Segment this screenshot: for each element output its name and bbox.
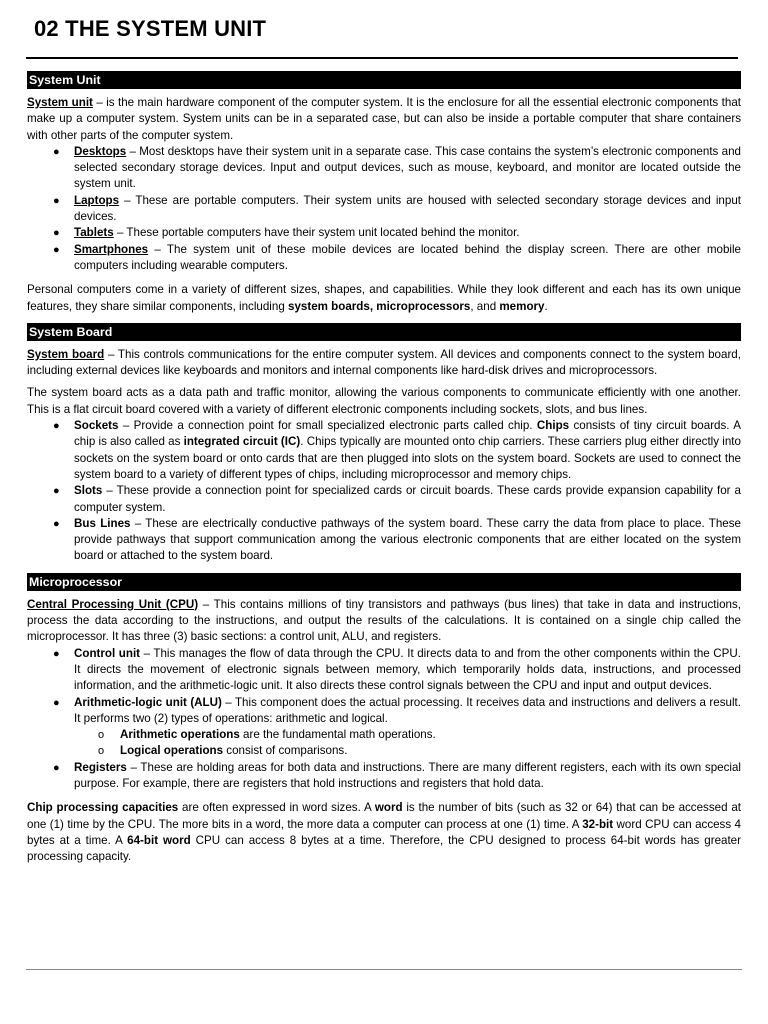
- bullet-icon: ●: [53, 145, 60, 158]
- list-item-text: – These are holding areas for both data and instructions. There are many different registers, each with its own special purpose. For example, there are registers that hold instructions and registers that hold data.: [74, 760, 741, 790]
- list-item-text: – These are portable computers. Their system units are housed with selected secondary storage devices and input devices.: [74, 193, 741, 224]
- list-item-text: – Most desktops have their system unit in a separate case. This case contains the system’s electronic components and selected secondary storage devices. Input and output devices, such as mouse, keyboard, and monitor are located outside the system unit.: [74, 144, 741, 191]
- document-body: [27, 71, 741, 865]
- paragraph-system-unit-closing: [27, 282, 741, 315]
- term-cpu: Central Processing Unit (CPU): [27, 597, 199, 611]
- bold-memory: memory: [499, 299, 545, 313]
- section-header-system-unit: System Unit: [27, 71, 741, 89]
- paragraph-text: – This contains millions of tiny transistors and pathways (bus lines) that take in data and instructions, process the data according to the instructions, and output the results of the calculations. It is contained on a single chip called the microprocessor. It has three (3) basic sections: a control unit, ALU, and registers.: [27, 597, 741, 644]
- bullet-icon: ●: [53, 761, 60, 774]
- paragraph-text: .: [544, 299, 548, 313]
- list-item-arithmetic-operations: [74, 727, 741, 743]
- alu-operations-list: [74, 727, 741, 760]
- cpu-sections-list: [27, 646, 741, 793]
- list-item-text: – The system unit of these mobile devices are located behind the display screen. There are other mobile computers including wearable computers.: [74, 242, 741, 272]
- footer-rule: [26, 969, 742, 970]
- list-item-text: – These portable computers have their system unit located behind the monitor.: [113, 226, 520, 240]
- term-slots: Slots: [74, 484, 103, 498]
- term-32-bit: 32-bit: [582, 817, 614, 831]
- list-item-text: – This manages the flow of data through the CPU. It directs data to and from the other components within the CPU. It directs the movement of electronic signals between memory, which temporarily holds data, instructions, and processed information, and the arithmetic-logic unit. It also directs these control signals between the CPU and input and output devices.: [74, 646, 741, 693]
- sub-bullet-icon: o: [98, 729, 105, 742]
- term-logical-operations: Logical operations: [120, 744, 224, 758]
- section-header-system-board: System Board: [27, 323, 741, 341]
- paragraph-text: is the number of bits (such as 32 or 64) that can be accessed at one (1) time by the CPU. The more bits in a word, the more data a computer can process at one (1) time. A: [27, 801, 741, 831]
- sub-bullet-icon: o: [98, 745, 105, 758]
- paragraph-text: CPU can access 8 bytes at a time. Therefore, the CPU designed to process 64-bit words has greater processing capacity.: [27, 833, 741, 864]
- list-item-laptops: [27, 193, 741, 226]
- list-item-tablets: [27, 225, 741, 241]
- term-sockets: Sockets: [74, 419, 119, 433]
- list-item-control-unit: [27, 646, 741, 695]
- term-word: word: [374, 801, 403, 815]
- list-item-text: – These are electrically conductive pathways of the system board. These carry the data from place to place. These provide pathways that support communication among the various electronic components that are either located on the system board or attached to the system board.: [74, 516, 741, 563]
- list-item-text: consist of comparisons.: [223, 744, 348, 758]
- term-registers: Registers: [74, 760, 127, 774]
- paragraph-text: Personal computers come in a variety of different sizes, shapes, and capabilities. While they look different and each has its own unique features, they share similar components, including: [27, 283, 741, 313]
- paragraph-cpu-intro: [27, 597, 741, 646]
- page-title: 02 THE SYSTEM UNIT: [34, 16, 267, 41]
- paragraph-text: are often expressed in word sizes. A: [178, 801, 375, 815]
- term-arithmetic-operations: Arithmetic operations: [120, 728, 240, 742]
- list-item-smartphones: [27, 242, 741, 275]
- list-item-registers: [27, 760, 741, 793]
- term-64-bit-word: 64-bit word: [127, 833, 191, 847]
- list-item-text: consists of tiny circuit boards. A chip is also called as: [74, 419, 741, 449]
- system-unit-types-list: [27, 144, 741, 274]
- term-integrated-circuit: integrated circuit (IC): [183, 435, 301, 449]
- list-item-logical-operations: [74, 743, 741, 759]
- list-item-text: – These provide a connection point for specialized cards or circuit boards. These cards provide expansion capability for a computer system.: [74, 484, 741, 514]
- system-board-components-list: [27, 418, 741, 565]
- bullet-icon: ●: [53, 420, 60, 433]
- list-item-text: are the fundamental math operations.: [239, 728, 436, 742]
- bold-components: system boards, microprocessors: [288, 299, 471, 313]
- paragraph-text: word CPU can access 4 bytes at a time. A: [27, 817, 742, 847]
- term-chips: Chips: [536, 419, 570, 433]
- bullet-icon: ●: [53, 696, 60, 709]
- paragraph-text: – This controls communications for the entire computer system. All devices and components connect to the system board, including external devices like keyboards and monitors and internal components like hard-disk drives and microprocessors.: [27, 347, 741, 378]
- list-item-slots: [27, 483, 741, 516]
- list-item-text: – Provide a connection point for small specialized electronic parts called chip.: [118, 419, 537, 433]
- paragraph-system-board-intro: [27, 347, 741, 380]
- bullet-icon: ●: [53, 647, 60, 660]
- bullet-icon: ●: [53, 194, 60, 207]
- term-chip-processing-capacities: Chip processing capacities: [27, 801, 179, 815]
- list-item-sockets: [27, 418, 741, 483]
- paragraph-word-size: [27, 800, 741, 865]
- list-item-text: . Chips typically are mounted onto chip carriers. These carriers plug either directly into sockets on the system board or onto cards that are then plugged into slots on the system board. Sockets are used to connect the system board to a variety of different types of chips, including microprocessor and memory chips.: [74, 435, 741, 481]
- term-desktops: Desktops: [74, 144, 127, 158]
- term-tablets: Tablets: [74, 226, 114, 240]
- term-laptops: Laptops: [74, 193, 120, 207]
- spacer: [27, 565, 741, 573]
- bullet-icon: ●: [53, 485, 60, 498]
- section-header-microprocessor: Microprocessor: [27, 573, 741, 591]
- term-control-unit: Control unit: [74, 646, 141, 660]
- paragraph-text: – is the main hardware component of the computer system. It is the enclosure for all the essential electronic components that make up a computer system. System units can be in a separated case, but can also be inside a portable computer that share containers with other parts of the computer system.: [27, 96, 741, 142]
- term-smartphones: Smartphones: [74, 242, 149, 256]
- term-system-unit: System unit: [27, 96, 93, 109]
- term-alu: Arithmetic-logic unit (ALU): [74, 695, 222, 709]
- term-system-board: System board: [27, 347, 105, 361]
- list-item-alu: [27, 695, 741, 760]
- list-item-text: – This component does the actual processing. It receives data and instructions and delivers a result. It performs two (2) types of operations: arithmetic and logical.: [74, 695, 741, 725]
- title-rule: [26, 57, 738, 59]
- list-item-bus-lines: [27, 516, 741, 565]
- term-bus-lines: Bus Lines: [74, 516, 131, 530]
- bullet-icon: ●: [53, 227, 60, 240]
- paragraph-system-board-desc: The system board acts as a data path and traffic monitor, allowing the various components to communicate efficiently with one another. This is a flat circuit board covered with a variety of different electronic components including sockets, slots, and bus lines.: [27, 386, 741, 416]
- list-item-desktops: [27, 144, 741, 193]
- bullet-icon: ●: [53, 517, 60, 530]
- paragraph-system-unit-intro: [27, 95, 741, 144]
- bullet-icon: ●: [53, 243, 60, 256]
- paragraph-text: , and: [470, 299, 500, 313]
